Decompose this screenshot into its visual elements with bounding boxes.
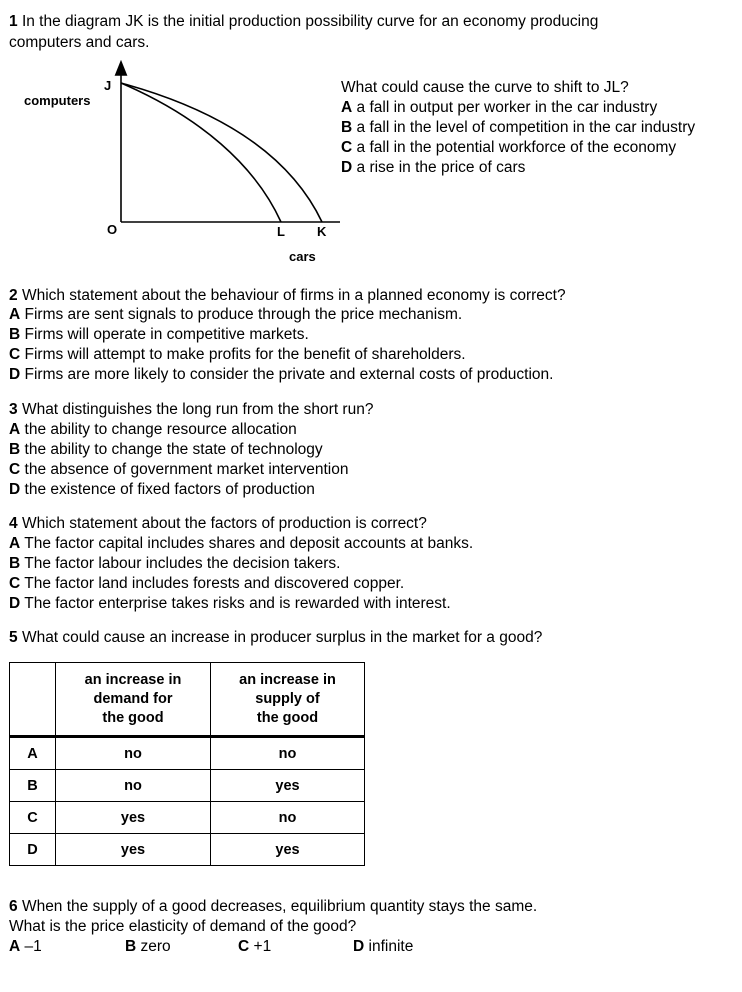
point-l-label: L (277, 224, 285, 239)
q1-question: What could cause the curve to shift to JL? (341, 79, 629, 96)
q4-option-d: D The factor enterprise takes risks and is rewarded with interest. (9, 595, 451, 612)
q2-question: 2 Which statement about the behaviour of firms in a planned economy is correct? (9, 287, 566, 304)
supply-cell: yes (211, 834, 365, 866)
row-letter: C (10, 802, 56, 834)
q2-option-a: A Firms are sent signals to produce through the price mechanism. (9, 306, 463, 323)
q1-question-block (341, 78, 695, 178)
supply-cell: no (211, 737, 365, 770)
q2-option-c: C Firms will attempt to make profits for the benefit of shareholders. (9, 346, 466, 363)
q5-question: 5 What could cause an increase in producer surplus in the market for a good? (9, 629, 543, 646)
table-row (10, 737, 365, 770)
y-axis-label: computers (24, 93, 91, 108)
q5-header-demand: an increase in demand for the good (56, 663, 211, 737)
q1-option-a: A a fall in output per worker in the car industry (341, 99, 658, 116)
q4-option-b: B The factor labour includes the decision takers. (9, 555, 341, 572)
table-row (10, 770, 365, 802)
q6-option-b: B zero (125, 938, 171, 955)
q6-option-c: C +1 (238, 938, 272, 955)
row-letter: A (10, 737, 56, 770)
row-letter: B (10, 770, 56, 802)
table-row (10, 802, 365, 834)
q2-option-d: D Firms are more likely to consider the private and external costs of production. (9, 366, 554, 383)
ppc-diagram (0, 55, 340, 270)
supply-cell: yes (211, 770, 365, 802)
q6-option-a: A –1 (9, 938, 42, 955)
q1-number: 1 (9, 13, 18, 30)
row-letter: D (10, 834, 56, 866)
q6-stem-line1: 6 When the supply of a good decreases, equilibrium quantity stays the same. (9, 898, 538, 915)
q1-stem-line1 (9, 12, 598, 32)
q1-option-c: C a fall in the potential workforce of the economy (341, 139, 677, 156)
origin-label: O (107, 222, 118, 237)
x-axis-label: cars (289, 249, 316, 264)
q1-option-d: D a rise in the price of cars (341, 159, 526, 176)
q2-option-b: B Firms will operate in competitive markets. (9, 326, 309, 343)
q3-option-b: B the ability to change the state of technology (9, 441, 323, 458)
q5-table-header (10, 663, 365, 737)
q4-question: 4 Which statement about the factors of production is correct? (9, 515, 427, 532)
demand-cell: yes (56, 834, 211, 866)
q3-question: 3 What distinguishes the long run from the short run? (9, 401, 374, 418)
demand-cell: no (56, 737, 211, 770)
q4-option-a: A The factor capital includes shares and deposit accounts at banks. (9, 535, 474, 552)
q3-option-a: A the ability to change resource allocation (9, 421, 297, 438)
q5-header-blank (10, 663, 56, 737)
q5-table (9, 662, 365, 866)
q1-stem-text: In the diagram JK is the initial production possibility curve for an economy producing (21, 13, 599, 30)
q1-stem-line2: computers and cars. (9, 34, 150, 51)
curve-jk (121, 83, 322, 222)
q1-option-b: B a fall in the level of competition in the car industry (341, 119, 696, 136)
table-row (10, 834, 365, 866)
supply-cell: no (211, 802, 365, 834)
point-k-label: K (317, 224, 327, 239)
demand-cell: yes (56, 802, 211, 834)
q3-option-d: D the existence of fixed factors of production (9, 481, 315, 498)
point-j-label: J (104, 78, 112, 93)
demand-cell: no (56, 770, 211, 802)
q3-option-c: C the absence of government market intervention (9, 461, 349, 478)
curve-jl (121, 83, 281, 222)
q5-header-supply: an increase in supply of the good (211, 663, 365, 737)
q6-stem-line2: What is the price elasticity of demand of the good? (9, 918, 357, 935)
q6-option-d: D infinite (353, 938, 414, 955)
q4-option-c: C The factor land includes forests and discovered copper. (9, 575, 405, 592)
